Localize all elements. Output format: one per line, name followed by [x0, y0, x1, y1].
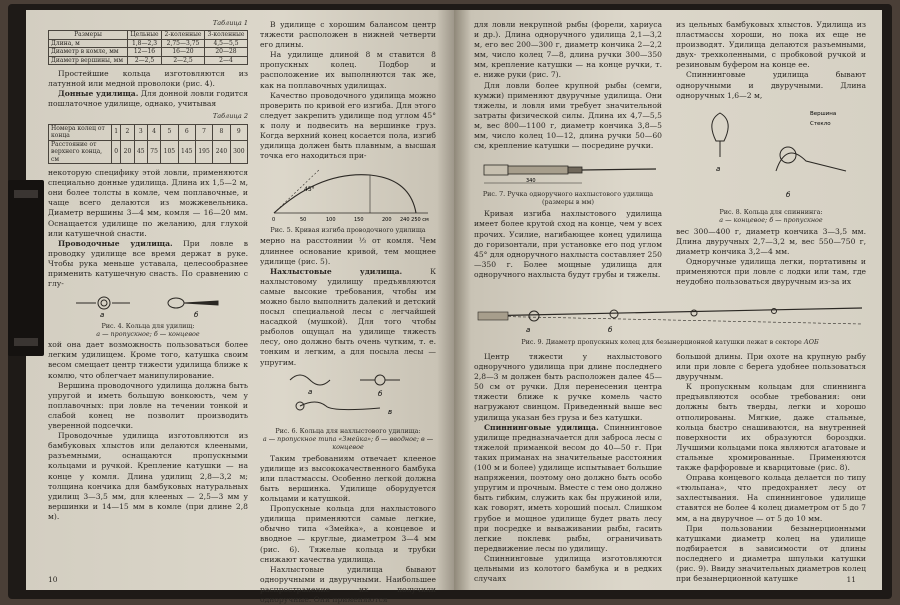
- paragraph: Простейшие кольца изготовляются из латунной или медной проволоки (рис. 4).: [48, 69, 248, 89]
- right-column-1: [474, 20, 662, 280]
- table-row: [49, 124, 248, 140]
- table-header: 2-коленные: [162, 31, 205, 40]
- table-cell: 3: [134, 124, 147, 140]
- table-header: Размеры: [49, 31, 128, 40]
- table2-label: Таблица 2: [212, 112, 248, 121]
- paragraph: [474, 423, 662, 554]
- paragraph: из цельных бамбуковых хлыстов. Удилища из пластмассы хороши, но пока их еще не производят. Удилища делаются разъемными, двух- трехколенными, с пробковой ручкой и резиновым буфером на конце ее.: [676, 20, 866, 70]
- fig6-label-a: а: [308, 387, 313, 396]
- table-cell: 6: [178, 124, 195, 140]
- table-cell: 20: [121, 140, 134, 164]
- paragraph: большой длины. При охоте на крупную рыбу или при ловле с берега удобнее пользоваться двуручным.: [676, 352, 866, 382]
- paragraph: [48, 239, 248, 289]
- open-book: [8, 4, 892, 605]
- paragraph: Центр тяжести у нахлыстового одноручного удилища при длине последнего 2,8—3 м должен быть расположен далее 45—50 см от ручки. Для перенесения центра тяжести ближе к ручке комель часто нагружают свинцом. Приведенный выше вес удилища указан без груза и без катушки.: [474, 352, 662, 422]
- ring-c: [300, 402, 380, 410]
- paragraph: [260, 267, 436, 368]
- ring-a-drawing: [76, 297, 130, 309]
- paragraph: Проводочные удилища изготовляются из бамбуковых хлыстов или делаются клееными, разъемными, оснащаются пропускными кольцами и ручкой. Крепление катушки — на конце у комля. Длина удилищ 2,8—3,2 м; толщина кончика для бамбуковых натуральных удилищ 3—3,5 мм, для клееных — 2,5—3 мм у вершинки и 14—15 мм в комле (при длине 2,8 м).: [48, 431, 248, 521]
- right-column-2-lower: [676, 352, 866, 584]
- table-cell: 7: [195, 124, 212, 140]
- fig5-tick: 200: [382, 217, 392, 224]
- fig4-caption: Рис. 4. Кольца для удилищ:: [101, 322, 195, 331]
- fig4-subcaption: а — пропускное; б — концевое: [96, 330, 200, 339]
- paragraph: При пользовании безынерционными катушками диаметр колец на удилище подбирается в зависимости от длины последнего и диаметра шпульки катушки (рис. 9). Ввиду значительных диаметров колец при безынерционной катушке: [676, 523, 866, 584]
- right-column-1-lower: [474, 352, 662, 584]
- table-cell: 8: [213, 124, 230, 140]
- paragraph: хой она дает возможность пользоваться более легким удилищем. Кроме того, катушка своим весом смещает центр тяжести удилища ближе к комлю, что облегчает манипулирование.: [48, 340, 248, 380]
- table-cell: Длина, м: [49, 39, 128, 48]
- binder-clip-tab-bottom: [14, 338, 38, 346]
- paragraph: Для ловли более крупной рыбы (семги, кумжи) применяют двуручные удилища. Они тяжелы, и ловля ими требует значительной затраты физической силы. Длина их 4,7—5,5 м, вес 800—1100 г, диаметр кончика 3,8—5 мм, число колец 10—12, длина ручки 50—60 см, крепление катушки — посредине ручки.: [474, 80, 662, 151]
- figure-4-rings: [48, 289, 248, 319]
- table-cell: 2,75—3,75: [162, 39, 205, 48]
- paragraph: К пропускным кольцам для спиннинга предъявляются особые требования: они должны быть тверды, легки и хорошо отполированы. Мягкие, даже стальные, кольца быстро снашиваются, на внутренней поверхности их образуются бороздки. Лучшими кольцами пока являются агатовые и стальные хромированные. Применяются также фарфоровые и кварцитовые (рис. 8).: [676, 382, 866, 473]
- paragraph-text: Спиннинговое удилище предназначается для заброса лесы с тяжелой приманкой весом до 40—50 г. При таких приманах на значительные расстояния (100 м и более) удилище испытывает большие напряжения, поэтому оно должно быть особо упругим и прочным. Вместе с тем оно должно быть гибким, служить как бы пружиной или, как говорят, иметь хороший посыл. Слишком грубое и мощное удилище будет рвать лесу при посредке и вываживании рыбы, гасить легкие поклевк рыбы, ограничивать передвижение лесы по удилищу.: [474, 422, 662, 553]
- paragraph: для ловли некрупной рыбы (форели, хариуса и др.). Длина одноручного удилища 2,1—3,2 м, его вес 200—300 г, диаметр кончика 2—2,2 мм, число колец 7—8, длина ручки 300—350 мм, крепление катушки — на конце ручки, т. е. ниже руки (рис. 7).: [474, 20, 662, 80]
- fig9-caption-text: Рис. 9. Диаметр пропускных колец для безынерционной катушки лежат в секторе: [521, 338, 802, 346]
- paragraph: Нахлыстовые удилища бывают одноручными и двуручными. Наибольшее распространение их получили одноручные. Они применяются: [260, 564, 436, 605]
- paragraph: [48, 89, 248, 109]
- section-heading: Донные удилища.: [58, 89, 139, 99]
- fig9-label-a: а: [526, 326, 531, 334]
- ring-b-drawing: [168, 298, 218, 308]
- fig8-subcaption: а — концевое; б — пропускное: [719, 215, 823, 224]
- table-cell: Диаметр в комле, мм: [49, 48, 128, 57]
- left-column-2: [260, 20, 436, 605]
- paragraph-text: К нахлыстовому удилищу предъявляются самые высокие требования, чтобы им можно было выполнить далекий и детский посыл специальной лесы с легчайшей насадкой (мушкой). Для того чтобы рыболов ощущал на удилище тяжесть лесу, оно должно быть очень чутким, т. е. тонким и легким, а для посыла лесы — упругим.: [260, 266, 436, 367]
- table-row: [49, 31, 248, 40]
- fig8-label-vershina: Вершина: [810, 110, 837, 117]
- section-heading: Спиннинговые удилища.: [484, 422, 599, 432]
- table-cell: 195: [195, 140, 212, 164]
- figure-8-spinning-rings: [676, 101, 866, 205]
- figure-7-handle: [474, 151, 662, 187]
- table-cell: 105: [161, 140, 178, 164]
- right-page: [454, 10, 882, 590]
- page-number-right: 11: [846, 575, 856, 584]
- table1-label: Таблица 1: [212, 19, 248, 27]
- paragraph: вес 300—400 г, диаметр кончика 3—3,5 мм. Длина двуручных 2,7—3,2 м, вес 550—750 г, диаметр кончика 3,2—4 мм.: [676, 226, 866, 257]
- fig8-caption: Рис. 8. Кольца для спиннинга:: [719, 207, 823, 216]
- paragraph-text: При ловле в проводку удилище все время держат в руке. Чтобы рука меньше уставала, целесообразнее применить катушечную снасть. По сравнению с глу-: [48, 238, 248, 289]
- paragraph: В удилище с хорошим балансом центр тяжести расположен в нижней четверти его длины.: [260, 20, 436, 50]
- fig8-label-a: а: [716, 164, 721, 173]
- table-cell: 1,8—2,3: [127, 39, 161, 48]
- paragraph-text: Для донной ловли годится пошлаточное удилище, однако, учитывая: [48, 89, 248, 109]
- fig9-caption: [474, 338, 866, 346]
- left-page: [26, 10, 454, 605]
- table-cell: 45: [134, 140, 147, 164]
- paragraph: На удилище длиной 8 м ставится 8 пропускных колец. Подбор и расположение их выполняются так же, как на поплавочных удилищах.: [260, 50, 436, 90]
- paragraph: Спиннинговые удилища изготовляются цельными из колотого бамбука и в редких случаях: [474, 553, 662, 584]
- table-cell: 16—20: [162, 48, 205, 57]
- fig9-sector: АОБ: [803, 338, 819, 346]
- fig5-tick: 100: [326, 217, 336, 224]
- paragraph: Одноручные удилища легки, портативны и применяются при ловле с лодки или там, где неудобно пользоваться двуручным из-за их: [676, 257, 866, 287]
- paragraph: мерно на расстоянии ⅓ от комля. Чем длиннее основание кривой, тем мощнее удилище (рис. 5).: [260, 236, 436, 266]
- fig6-caption: Рис. 6. Кольца для нахлыстового удилища:: [275, 426, 421, 435]
- figure-9: [474, 296, 866, 346]
- paragraph: Качество проводочного удилища можно проверить по кривой его изгиба. Для этого следует закрепить удилище под углом 45° к полу и подвесить на вершинке груз. Когда верхний конец косается пола, изгиб удилища должен быть плавным, а высшая точка его находиться при-: [260, 90, 436, 161]
- table-row: [49, 39, 248, 48]
- table-cell: 2—2,5: [127, 56, 161, 65]
- table2: [48, 124, 248, 165]
- table-cell: Номера колец от конца: [49, 124, 112, 140]
- fig7-caption: Рис. 7. Ручка одноручного нахлыстового удилища (размеры в мм): [482, 190, 654, 207]
- paragraph: Спиннинговые удилища бывают одноручными и двуручными. Длина одноручных 1,6—2 м,: [676, 70, 866, 100]
- fig8-label-steklo: Стекло: [810, 120, 831, 127]
- fig7-dimension: 340: [526, 178, 536, 185]
- paragraph: Вершина проводочного удилища должна быть упругой и иметь большую вонкоюсть, чем у поплавочных: при ловле на течении тонкой и слабой конец не позволит производить уверенной подсечки.: [48, 380, 248, 431]
- table-cell: 9: [230, 124, 247, 140]
- section-heading: Проводочные удилища.: [58, 238, 173, 248]
- fig6-label-b: б: [378, 389, 383, 398]
- paragraph: Кривая изгиба нахлыстового удилища имеет более крутой сход на конце, чем у всех прочих. Усилие, нагибающее конец удилища до горизонтали, при установке его под углом 45° для одноручного нахлыста составляет 250—350 г. Более мощные удилища для одноручного нахлыста будут грубы и тяжелы.: [474, 209, 662, 279]
- binder-clip: [8, 180, 44, 356]
- table-cell: 2: [121, 124, 134, 140]
- fig4-label-a: а: [100, 311, 105, 320]
- table-row: [49, 56, 248, 65]
- fig8-label-b: б: [786, 190, 791, 199]
- left-column-1: [48, 18, 248, 522]
- figure-6-rings: [260, 368, 436, 424]
- table-cell: Расстояние от верхнего конца, см: [49, 140, 112, 164]
- table-cell: 12—16: [127, 48, 161, 57]
- table-cell: 75: [147, 140, 160, 164]
- fig5-tick: 240 250 см: [400, 217, 429, 224]
- table-cell: 2—4: [204, 56, 247, 65]
- section-heading: Нахлыстовые удилища.: [270, 266, 403, 276]
- table-header: 3-коленные: [204, 31, 247, 40]
- table-cell: 145: [178, 140, 195, 164]
- figure-9-rod-diagram: [474, 296, 866, 334]
- table-cell: 240: [213, 140, 230, 164]
- table-cell: 20—28: [204, 48, 247, 57]
- paragraph: Пропускные кольца для нахлыстового удилища применяются самые легкие, обычно типа «Змейка», а концевое и вводное — круглые, диаметром 3—4 мм (рис. 6). Тяжелые кольца и трубки снижают качества удилища.: [260, 504, 436, 564]
- binder-clip-tab-top: [14, 190, 38, 198]
- table-cell: Диаметр вершины, мм: [49, 56, 128, 65]
- table-cell: 2—2,5: [162, 56, 205, 65]
- table-row: [49, 140, 248, 164]
- paragraph: некоторую специфику этой ловли, применяются специально донные удилища. Длина их 1,5—2 м, они более толсты в комле, чем поплавочные, и чаще всего делаются из можжевельника. Диаметр вершины 3—4 мм, комля — 16—20 мм. Оснащается удилище по желанию, для глухой или катушечной снасти.: [48, 168, 248, 238]
- paragraph: Оправа концевого кольца делается по типу «тюльпана», что предохраняет лесу от захлестывания. На спиннинговое удилище ставятся не более 4 колец диаметром от 5 до 7 мм, а на двуручное — от 5 до 10 мм.: [676, 473, 866, 523]
- ring-b: [375, 375, 385, 385]
- page-number-left: 10: [48, 575, 58, 584]
- table1: [48, 30, 248, 65]
- fig5-tick: 0: [272, 217, 276, 224]
- table-cell: 5: [161, 124, 178, 140]
- ring-a-tulip: [712, 113, 728, 141]
- right-column-2: [676, 20, 866, 287]
- ring-b-guide: [776, 153, 846, 171]
- snake-ring-a: [290, 375, 330, 385]
- table-cell: 300: [230, 140, 247, 164]
- table-cell: 4,5—5,5: [204, 39, 247, 48]
- table-cell: 1: [112, 124, 121, 140]
- fig9-label-b: б: [608, 326, 613, 334]
- fig4-label-b: б: [194, 311, 199, 320]
- table-row: [49, 48, 248, 57]
- fig6-label-c: в: [388, 407, 393, 416]
- fig5-tick: 150: [354, 217, 364, 224]
- table-header: Цельные: [127, 31, 161, 40]
- fig5-angle: 45°: [304, 186, 315, 194]
- table-cell: 4: [147, 124, 160, 140]
- fig5-caption: Рис. 5. Кривая изгиба проводочного удилища: [270, 226, 426, 235]
- fig6-subcaption: а — пропускное типа «Змейка»; б — вводное; в — концевое: [262, 434, 434, 451]
- figure-5-bend-curve: [260, 161, 436, 223]
- fig5-tick: 50: [300, 217, 307, 224]
- paragraph: Таким требованиям отвечает клееное удилище из высококачественного бамбука или пластмассы. Особенно легкой должна быть вершинка. Удилище оборудуется кольцами и катушкой.: [260, 453, 436, 504]
- table-cell: 0: [112, 140, 121, 164]
